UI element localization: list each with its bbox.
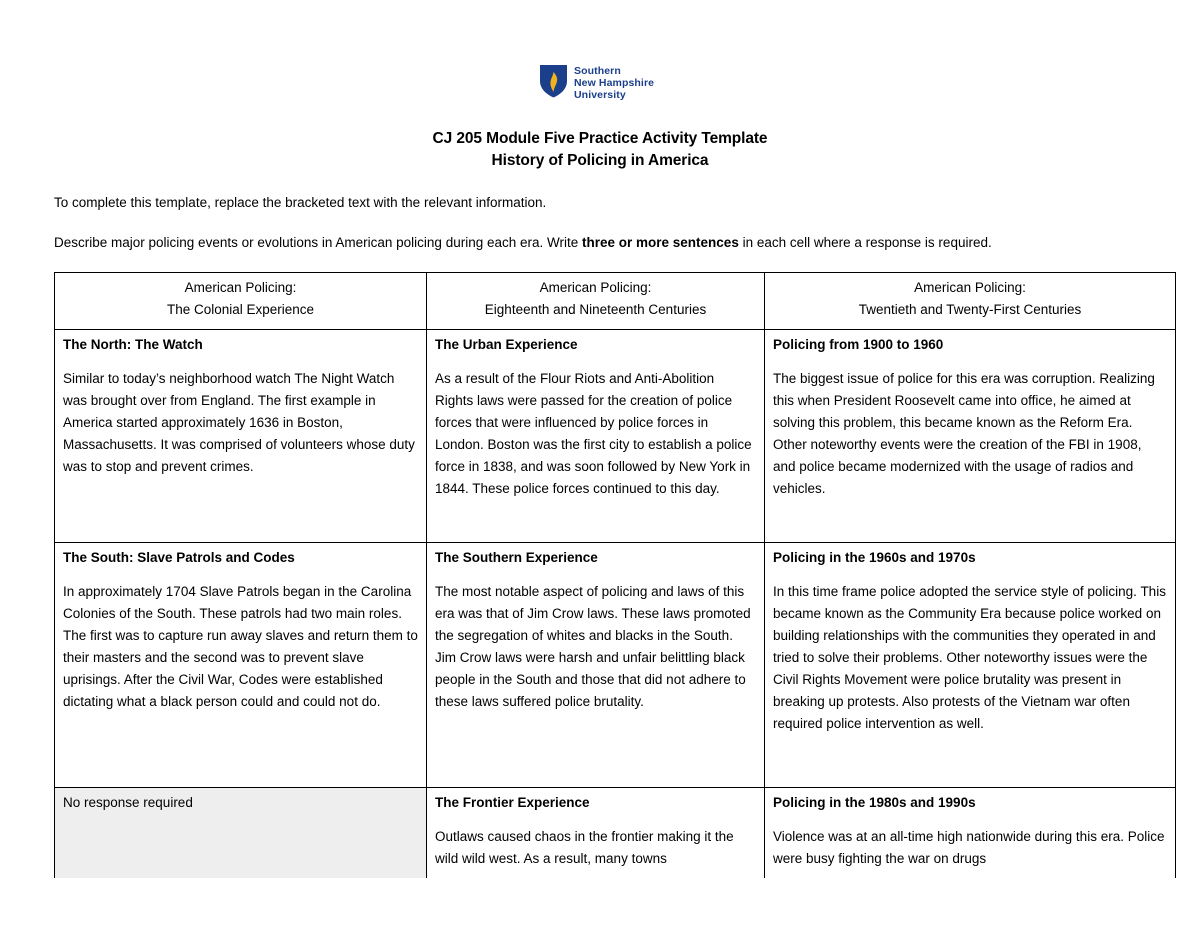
cell-body: As a result of the Flour Riots and Anti-Abolition Rights laws were passed for the creation of police forces that were influenced by police forces in London. Boston was the first city to establish a police force in 1838, and was soon followed by New York in 1844. These police forces continued to this day.: [435, 371, 752, 496]
table-cell[interactable]: [765, 788, 1176, 879]
cell-heading: The Frontier Experience: [435, 795, 590, 810]
column-header-20th-21st: [765, 273, 1176, 330]
cell-body: Outlaws caused chaos in the frontier making it the wild wild west. As a result, many towns: [435, 829, 734, 866]
cell-heading: Policing in the 1960s and 1970s: [773, 550, 976, 565]
cell-body: In this time frame police adopted the service style of policing. This became known as the Community Era because police worked on building relationships with the communities they operated in and tried to solve their problems. Other noteworthy issues were the Civil Rights Movement were police brutality was present in breaking up protests. Also protests of the Vietnam war often required police intervention as well.: [773, 584, 1166, 731]
logo-line: Southern: [574, 65, 621, 77]
logo-line: University: [574, 89, 626, 101]
title-line-2: History of Policing in America: [491, 152, 709, 169]
instructions-line-1: To complete this template, replace the bracketed text with the relevant information.: [54, 195, 547, 210]
header-line: American Policing:: [539, 280, 652, 295]
cell-body: Violence was at an all-time high nationwide during this era. Police were busy fighting the war on drugs: [773, 829, 1165, 866]
table-cell[interactable]: [427, 330, 765, 543]
table-cell[interactable]: [55, 330, 427, 543]
cell-heading: Policing in the 1980s and 1990s: [773, 795, 976, 810]
instructions-line-2: [54, 234, 992, 252]
column-header-18th-19th: [427, 273, 765, 330]
logo-line: New Hampshire: [574, 77, 655, 89]
no-response-label: No response required: [63, 795, 193, 810]
header-line: American Policing:: [184, 280, 297, 295]
table-row: [55, 543, 1176, 788]
cell-body: The most notable aspect of policing and laws of this era was that of Jim Crow laws. These laws promoted the segregation of whites and blacks in the South. Jim Crow laws were harsh and unfair belittling black people in the South and those that did not adhere to these laws suffered police brutality.: [435, 584, 751, 709]
header-line: The Colonial Experience: [166, 302, 315, 317]
table-cell[interactable]: [765, 543, 1176, 788]
table-cell[interactable]: [55, 543, 427, 788]
cell-heading: The Urban Experience: [435, 337, 578, 352]
policing-history-table: [54, 272, 1176, 878]
table-row: [55, 330, 1176, 543]
table-cell[interactable]: [765, 330, 1176, 543]
no-response-cell: [55, 788, 427, 879]
instructions-text: Describe major policing events or evolutions in American policing during each era. Write: [54, 235, 583, 250]
cell-heading: The South: Slave Patrols and Codes: [63, 550, 295, 565]
column-header-colonial: [55, 273, 427, 330]
cell-heading: The Southern Experience: [435, 550, 598, 565]
header-line: American Policing:: [914, 280, 1026, 295]
document-title: [0, 128, 1200, 172]
instructions-emphasis: three or more sentences: [582, 235, 739, 250]
instructions-text: in each cell where a response is required.: [738, 235, 992, 250]
header-line: Twentieth and Twenty-First Centuries: [858, 302, 1082, 317]
table-header-row: [55, 273, 1176, 330]
flame-shield-icon: [539, 64, 568, 98]
cell-heading: Policing from 1900 to 1960: [773, 337, 944, 352]
table-cell[interactable]: [427, 788, 765, 879]
cell-body: Similar to today’s neighborhood watch The Night Watch was brought over from England. The first example in America started approximately 1636 in Boston, Massachusetts. It was comprised of volunteers whose duty was to stop and prevent crimes.: [63, 371, 415, 474]
table-row: [55, 788, 1176, 879]
snhu-logo: [539, 64, 654, 101]
cell-heading: The North: The Watch: [63, 337, 203, 352]
cell-body: In approximately 1704 Slave Patrols began in the Carolina Colonies of the South. These patrols had two main roles. The first was to capture run away slaves and return them to their masters and the second was to prevent slave uprisings. After the Civil War, Codes were established dictating what a black person could and could not do.: [63, 584, 418, 709]
logo-text: [574, 65, 654, 101]
table-cell[interactable]: [427, 543, 765, 788]
cell-body: The biggest issue of police for this era was corruption. Realizing this when President Roosevelt came into office, he aimed at solving this problem, this became known as the Reform Era. Other noteworthy events were the creation of the FBI in 1908, and police became modernized with the usage of radios and vehicles.: [773, 371, 1155, 496]
header-line: Eighteenth and Nineteenth Centuries: [484, 302, 707, 317]
title-line-1: CJ 205 Module Five Practice Activity Template: [432, 130, 768, 147]
